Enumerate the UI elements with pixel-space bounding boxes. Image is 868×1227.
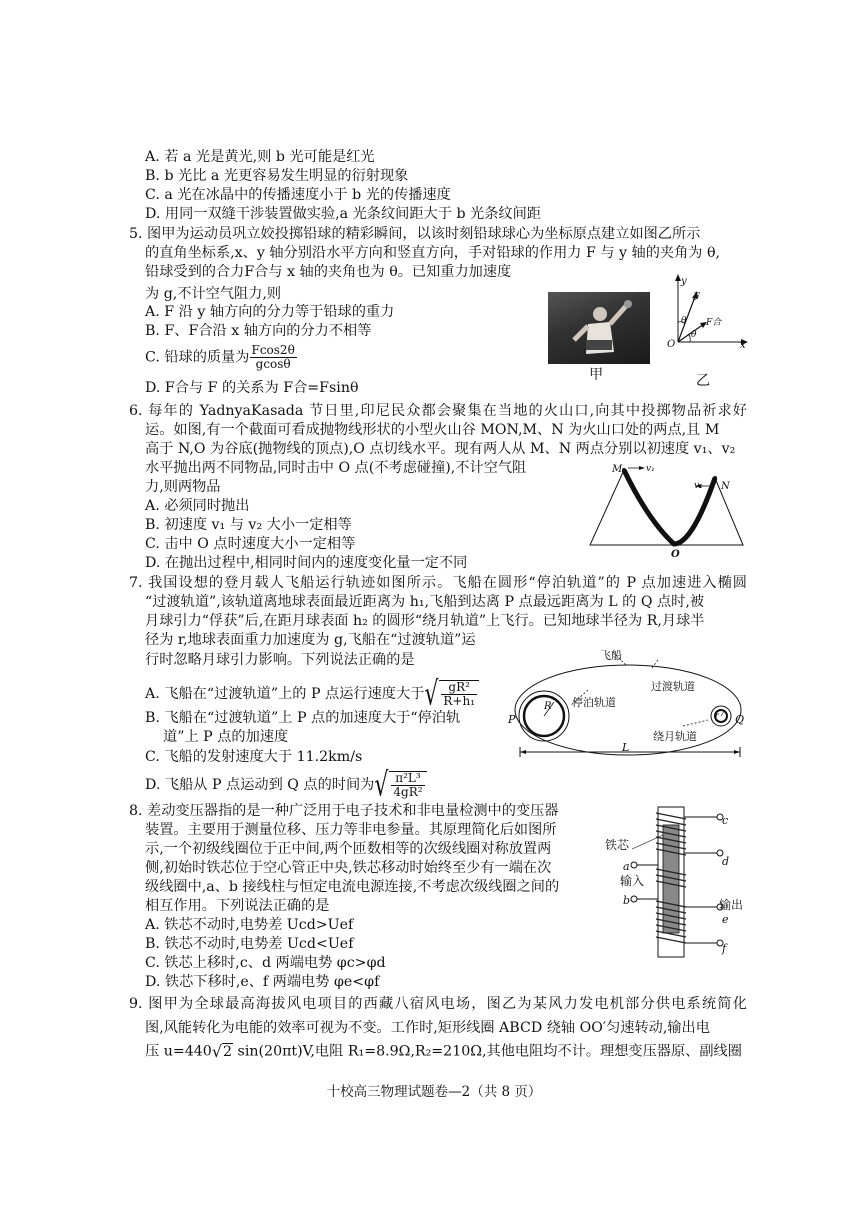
q6-option-b: B. 初速度 v₁ 与 v₂ 大小一定相等 — [145, 517, 352, 533]
force-net-label: F合 — [706, 318, 722, 328]
shot-put-photo — [548, 292, 650, 364]
q7-d-denominator: 4gR² — [393, 785, 423, 799]
q4-option-a: A. 若 a 光是黄光,则 b 光可能是红光 — [145, 149, 375, 165]
q8-stem-line1: 8. 差动变压器指的是一种广泛用于电子技术和非电量检测中的变压器 — [129, 803, 559, 819]
q8-stem-line5: 级线圈中,a、b 接线柱与恒定电流电源连接,不考虑次级线圈之间的 — [145, 879, 560, 895]
q5-option-c — [145, 344, 297, 371]
q7-stem-line3: 月球引力“俘获”后,在距月球表面 h₂ 的圆形“绕月轨道”上飞行。已知地球半径为 R,月球半 — [145, 613, 705, 629]
q5-option-d: D. F合与 F 的关系为 F合=Fsinθ — [145, 380, 359, 396]
earth-radius-label: R — [544, 701, 552, 712]
q5-stem-line2: 的直角坐标系,x、y 轴分别沿水平方向和竖直方向，手对铅球的作用力 F 与 y 轴的夹角为 θ, — [145, 245, 721, 261]
q8-option-c: C. 铁芯上移时,c、d 两端电势 φc>φd — [145, 955, 386, 971]
q5-option-b: B. F、F合沿 x 轴方向的分力不相等 — [145, 323, 372, 339]
sqrt-symbol: √ — [211, 1042, 223, 1061]
sqrt-symbol: √ — [374, 766, 389, 804]
q5-stem-line3: 铅球受到的合力F合与 x 轴的夹角也为 θ。已知重力加速度 — [145, 264, 512, 280]
input-label: 输入 — [620, 874, 645, 888]
q7-d-numerator: π²L³ — [391, 772, 424, 786]
q5-c-denominator: gcosθ — [255, 357, 291, 371]
q7-a-numerator: gR² — [441, 681, 477, 695]
terminal-c-label: c — [722, 814, 729, 827]
terminal-b-label: b — [623, 894, 631, 907]
q9-line3-post: sin(20πt)V,电阻 R₁=8.9Ω,R₂=210Ω,其他电阻均不计。理想变压器原、副线圈 — [233, 1043, 742, 1060]
terminal-d-label: d — [722, 855, 730, 868]
q8-option-b: B. 铁芯不动时,电势差 Ucd<Uef — [145, 936, 354, 952]
velocity-v2-label: v₂ — [694, 481, 703, 491]
q5-option-a: A. F 沿 y 轴方向的分力等于铅球的重力 — [145, 304, 395, 320]
point-o-label: O — [671, 549, 680, 560]
q7-stem-line1: 7. 我国设想的登月载人飞船运行轨迹如图所示。飞船在圆形“停泊轨道”的 P 点加速进入椭圆 — [129, 575, 747, 591]
transfer-orbit-label: 过渡轨道 — [651, 680, 695, 693]
spaceship-label: 飞船 — [600, 649, 622, 662]
q7-option-d-text: D. 飞船从 P 点运动到 Q 点的时间为 — [145, 777, 375, 793]
q7-option-b-line2: 道”上 P 点的加速度 — [163, 729, 289, 745]
q7-option-a — [145, 675, 479, 713]
q7-stem-line2: “过渡轨道”,该轨道离地球表面最近距离为 h₁,飞船到达离 P 点最远距离为 L 的 Q 点时,被 — [145, 594, 705, 610]
figure-label-yi: 乙 — [696, 373, 711, 389]
q5-stem-line1: 5. 图甲为运动员巩立姣投掷铅球的精彩瞬间，以该时刻铅球球心为坐标原点建立如图乙所示 — [129, 226, 701, 242]
q7-stem-line5: 行时忽略月球引力影响。下列说法正确的是 — [145, 652, 415, 668]
force-f-label: F — [693, 292, 700, 303]
q6-stem-line5: 力,则两物品 — [145, 479, 221, 495]
q5-c-numerator: Fcos2θ — [251, 343, 295, 357]
q8-stem-line2: 装置。主要用于测量位移、压力等非电参量。其原理简化后如图所 — [145, 822, 557, 838]
lunar-orbit-label: 绕月轨道 — [653, 730, 697, 743]
terminal-f-label: f — [722, 942, 727, 955]
q7-stem-line4: 径为 r,地球表面重力加速度为 g,飞船在“过渡轨道”运 — [145, 632, 476, 648]
q6-stem-line2: 运。如图,有一个截面可看成抛物线形状的小型火山谷 MON,M、N 为火山口处的两点,且 M — [145, 422, 720, 438]
shot-put-athlete-illustration — [548, 292, 650, 364]
q9-stem-line1: 9. 图甲为全球最高海拔风电项目的西藏八宿风电场，图乙为某风力发电机部分供电系统简化 — [129, 996, 747, 1012]
point-m-label: M — [612, 464, 623, 475]
q5-option-c-text: C. 铅球的质量为 — [145, 349, 250, 366]
terminal-a-label: a — [623, 860, 630, 873]
iron-core-label: 铁芯 — [605, 838, 630, 852]
theta-label-lower: θ — [691, 330, 697, 340]
q7-a-denominator: R+h₁ — [443, 694, 476, 708]
q7-option-b-line1: B. 飞船在“过渡轨道”上 P 点的加速度大于“停泊轨 — [145, 710, 461, 726]
q6-stem-line3: 高于 N,O 为谷底(抛物线的顶点),O 点切线水平。现有两人从 M、N 两点分别以初速度 v₁、v₂ — [145, 441, 736, 457]
axis-y-label: y — [681, 276, 687, 287]
terminal-e-label: e — [722, 913, 729, 926]
q9-stem-line3 — [145, 1042, 742, 1062]
moon-radius-label: r — [715, 711, 719, 720]
origin-label: O — [667, 339, 676, 350]
point-p-label: P — [508, 713, 516, 726]
q9-stem-line2: 图,风能转化为电能的效率可视为不变。工作时,矩形线圈 ABCD 绕轴 OO′匀速转动,输出电 — [145, 1020, 710, 1036]
q9-line3-pre: 压 u=440 — [145, 1043, 212, 1060]
q5-stem-line4: 为 g,不计空气阻力,则 — [145, 286, 282, 302]
q8-stem-line3: 示,一个初级线圈位于正中间,两个匝数相等的次级线圈对称放置两 — [145, 841, 552, 857]
q4-option-c: C. a 光在冰晶中的传播速度小于 b 光的传播速度 — [145, 187, 451, 203]
point-q-label: Q — [735, 713, 745, 726]
q7-option-c: C. 飞船的发射速度大于 11.2km/s — [145, 749, 363, 765]
q6-option-d: D. 在抛出过程中,相同时间内的速度变化量一定不同 — [145, 555, 468, 571]
q6-stem-line1: 6. 每年的 YadnyaKasada 节日里,印尼民众都会聚集在当地的火山口,向其中投掷物品祈求好 — [129, 403, 747, 419]
q7-d-radicand — [389, 771, 426, 799]
sqrt-symbol: √ — [424, 675, 439, 713]
q8-stem-line6: 相互作用。下列说法正确的是 — [145, 898, 330, 914]
q8-option-a: A. 铁芯不动时,电势差 Ucd>Uef — [145, 917, 354, 933]
q6-stem-line4: 水平抛出两不同物品,同时击中 O 点(不考虑碰撞),不计空气阻 — [145, 460, 527, 476]
q7-option-a-text: A. 飞船在“过渡轨道”上的 P 点运行速度大于 — [145, 686, 425, 702]
q9-radicand: 2 — [223, 1043, 233, 1060]
output-label: 输出 — [719, 898, 744, 912]
axis-x-label: x — [740, 340, 746, 351]
q5-option-c-fraction — [250, 344, 297, 371]
q6-option-c: C. 击中 O 点时速度大小一定相等 — [145, 536, 356, 552]
distance-l-label: L — [622, 741, 630, 754]
q4-option-b: B. b 光比 a 光更容易发生明显的衍射现象 — [145, 168, 409, 184]
q7-a-radicand — [439, 680, 479, 708]
figure-label-jia: 甲 — [589, 367, 604, 383]
q4-option-d: D. 用同一双缝干涉装置做实验,a 光条纹间距大于 b 光条纹间距 — [145, 206, 541, 222]
velocity-v1-label: v₁ — [646, 464, 655, 474]
theta-label-upper: θ — [681, 316, 687, 326]
page-footer: 十校高三物理试题卷—2（共 8 页） — [326, 1084, 542, 1100]
q6-option-a: A. 必须同时抛出 — [145, 498, 250, 514]
parking-orbit-label: 停泊轨道 — [572, 696, 616, 709]
q8-stem-line4: 侧,初始时铁芯位于空心管正中央,铁芯移动时始终至少有一端在次 — [145, 860, 552, 876]
q8-option-d: D. 铁芯下移时,e、f 两端电势 φe<φf — [145, 974, 380, 990]
point-n-label: N — [721, 481, 730, 492]
q7-option-d — [145, 766, 427, 804]
